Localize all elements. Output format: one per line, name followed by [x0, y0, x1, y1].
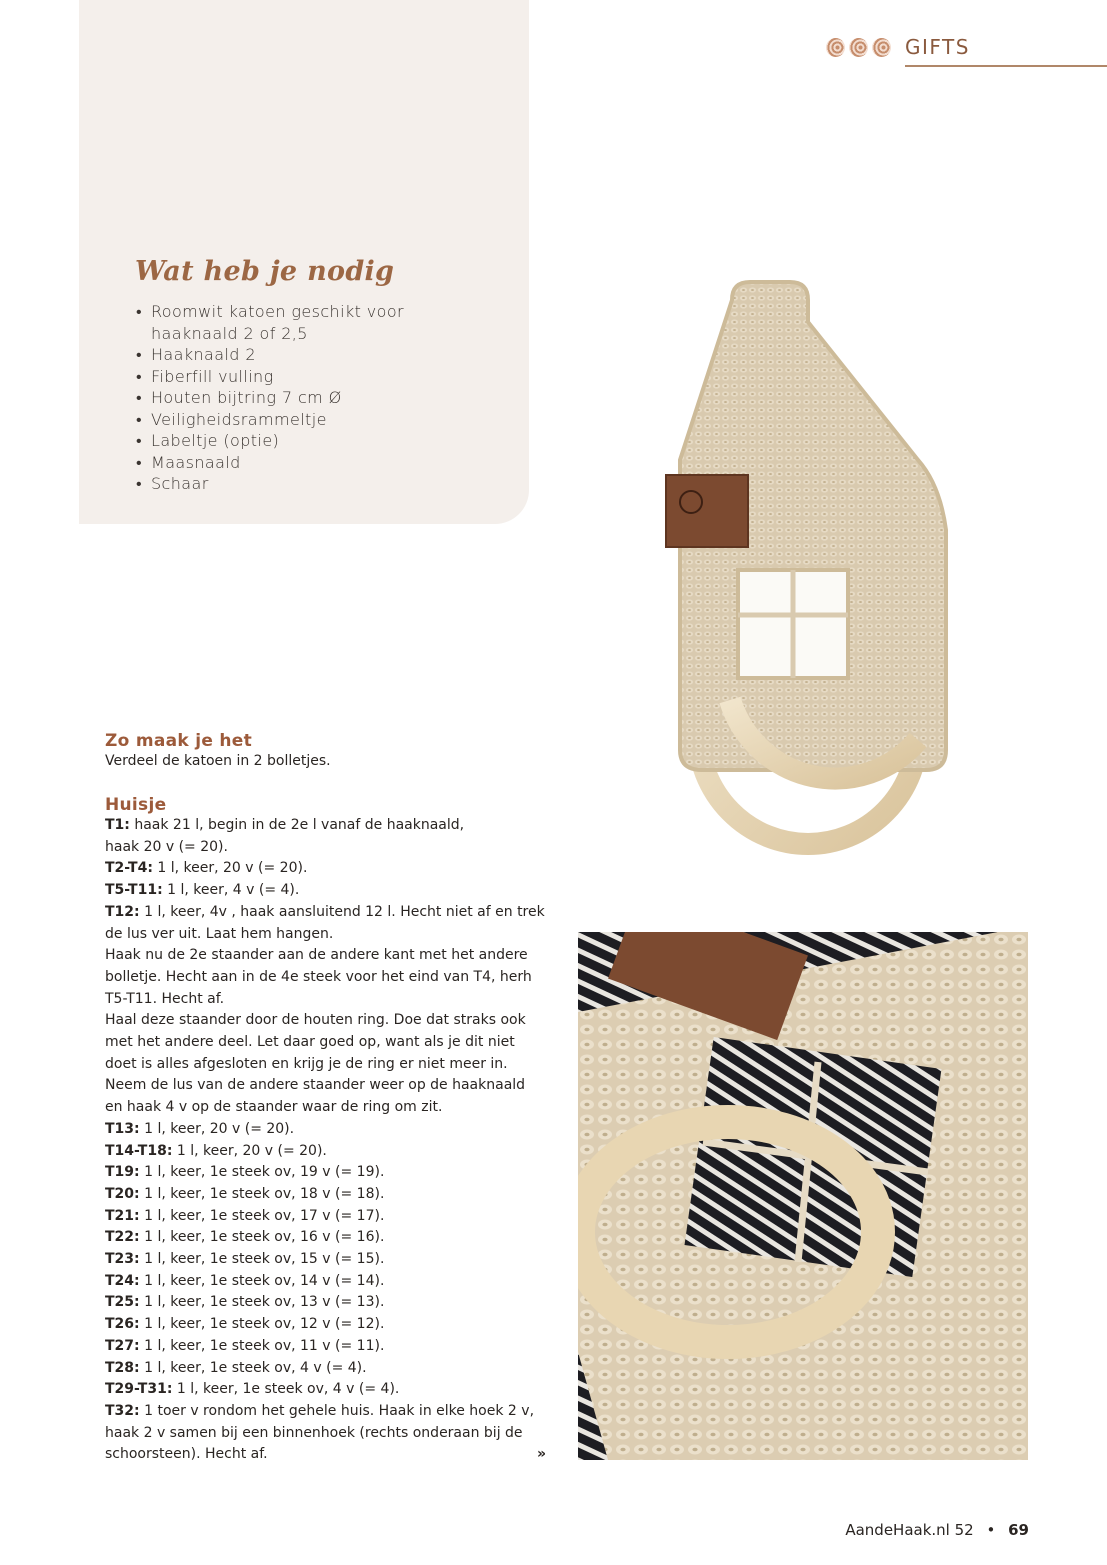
row-text: haak 21 l, begin in de 2e l vanaf de haaknaald,: [129, 817, 465, 833]
row-text: 1 l, keer, 1e steek ov, 11 v (= 11).: [139, 1337, 385, 1354]
row-text: 1 toer v rondom het gehele huis. Haak in elke hoek 2 v,: [139, 1402, 535, 1419]
row-label: T12:: [105, 903, 140, 920]
row-text: 1 l, keer, 1e steek ov, 4 v (= 4).: [139, 1359, 367, 1376]
pattern-line: [105, 1401, 555, 1423]
pattern-line: [105, 1032, 555, 1054]
pattern-line: [105, 858, 555, 880]
pattern-line: [105, 1292, 555, 1314]
pattern-line: [105, 1249, 555, 1271]
instructions-heading: Zo maak je het: [105, 731, 253, 751]
row-text: 1 l, keer, 1e steek ov, 17 v (= 17).: [139, 1207, 385, 1224]
row-text: 1 l, keer, 1e steek ov, 12 v (= 12).: [139, 1316, 385, 1333]
row-text: T5-T11. Hecht af.: [105, 990, 225, 1007]
section-header: [826, 34, 895, 60]
row-label: T24:: [105, 1272, 140, 1289]
row-label: T19:: [105, 1164, 140, 1181]
section-heading: Huisje: [105, 795, 167, 815]
materials-item: • Roomwit katoen geschikt voor: [135, 301, 404, 323]
pattern-line: [105, 1075, 555, 1097]
detail-photo: [578, 932, 1028, 1460]
pattern-line: [105, 902, 555, 924]
pattern-line: [105, 1336, 555, 1358]
header-divider: [905, 65, 1107, 67]
yarn-ball-icon: [826, 38, 845, 57]
footer-separator: •: [986, 1521, 996, 1539]
row-text: 1 l, keer, 1e steek ov, 14 v (= 14).: [139, 1272, 385, 1289]
pattern-line: [105, 967, 555, 989]
materials-item: • Houten bijtring 7 cm Ø: [135, 387, 404, 409]
row-text: schoorsteen). Hecht af.: [105, 1446, 268, 1463]
row-label: T20:: [105, 1185, 140, 1202]
pattern-line: [105, 1423, 555, 1445]
row-text: haak 2 v samen bij een binnenhoek (rechts onderaan bij de: [105, 1424, 523, 1441]
house-teether-photo: [640, 270, 970, 870]
row-text: de lus ver uit. Laat hem hangen.: [105, 925, 334, 942]
materials-item: • Veiligheidsrammeltje: [135, 409, 404, 431]
section-title: GIFTS: [905, 35, 970, 59]
materials-title: Wat heb je nodig: [135, 256, 395, 287]
continue-marker: »: [537, 1446, 547, 1462]
page-number: 69: [1008, 1521, 1029, 1539]
pattern-line: [105, 1141, 555, 1163]
row-label: T25:: [105, 1294, 140, 1311]
pattern-line: [105, 837, 555, 859]
intro-text: Verdeel de katoen in 2 bolletjes.: [105, 753, 331, 769]
row-text: 1 l, keer, 4 v (= 4).: [162, 882, 300, 899]
pattern-line: [105, 1271, 555, 1293]
pattern-line: [105, 1010, 555, 1032]
pattern-line: [105, 1227, 555, 1249]
row-text: bolletje. Hecht aan in de 4e steek voor het eind van T4, herh: [105, 968, 532, 985]
magazine-name: AandeHaak.nl 52: [845, 1521, 974, 1539]
row-text: met het andere deel. Let daar goed op, want als je dit niet: [105, 1034, 515, 1051]
materials-item: • Fiberfill vulling: [135, 366, 404, 388]
row-text: 1 l, keer, 20 v (= 20).: [152, 860, 308, 877]
row-label: T14-T18:: [105, 1142, 173, 1159]
row-text: doet is alles afgesloten en krijg je de ring er niet meer in.: [105, 1055, 508, 1072]
row-text: 1 l, keer, 1e steek ov, 16 v (= 16).: [139, 1229, 385, 1246]
pattern-section: [105, 795, 555, 1466]
pattern-line: [105, 880, 555, 902]
pattern-line: [105, 815, 555, 837]
row-text: Neem de lus van de andere staander weer op de haaknaald: [105, 1077, 526, 1094]
row-label: T23:: [105, 1251, 140, 1268]
row-label: T21:: [105, 1207, 140, 1224]
pattern-line: [105, 989, 555, 1011]
row-text: 1 l, keer, 1e steek ov, 19 v (= 19).: [139, 1164, 385, 1181]
row-text: 1 l, keer, 1e steek ov, 13 v (= 13).: [139, 1294, 385, 1311]
row-text: 1 l, keer, 1e steek ov, 15 v (= 15).: [139, 1251, 385, 1268]
materials-item: • Labeltje (optie): [135, 430, 404, 452]
row-text: Haak nu de 2e staander aan de andere kant met het andere: [105, 947, 528, 964]
pattern-line: [105, 1206, 555, 1228]
row-label: T29-T31:: [105, 1381, 173, 1398]
row-text: 1 l, keer, 1e steek ov, 18 v (= 18).: [139, 1185, 385, 1202]
row-label: T28:: [105, 1359, 140, 1376]
row-label: T26:: [105, 1316, 140, 1333]
materials-item: • Maasnaald: [135, 452, 404, 474]
row-text: en haak 4 v op de staander waar de ring om zit.: [105, 1099, 443, 1116]
yarn-ball-icon: [872, 38, 891, 57]
pattern-line: [105, 1184, 555, 1206]
row-label: T2-T4:: [105, 860, 153, 877]
pattern-line: [105, 945, 555, 967]
materials-item: • Haaknaald 2: [135, 344, 404, 366]
row-text: 1 l, keer, 4v , haak aansluitend 12 l. Hecht niet af en trek: [139, 903, 545, 920]
row-text: haak 20 v (= 20).: [105, 838, 228, 855]
pattern-line: [105, 1314, 555, 1336]
row-text: 1 l, keer, 20 v (= 20).: [172, 1142, 327, 1159]
materials-list: [135, 301, 404, 495]
materials-item: • Schaar: [135, 473, 404, 495]
pattern-line: [105, 1162, 555, 1184]
row-label: T13:: [105, 1120, 140, 1137]
pattern-line: [105, 1119, 555, 1141]
pattern-line: [105, 1379, 555, 1401]
materials-item-continued: haaknaald 2 of 2,5: [151, 323, 308, 343]
row-label: T22:: [105, 1229, 140, 1246]
pattern-line: [105, 1358, 555, 1380]
pattern-line: [105, 1097, 555, 1119]
row-text: 1 l, keer, 20 v (= 20).: [139, 1120, 295, 1137]
row-label: T1:: [105, 817, 130, 833]
row-text: 1 l, keer, 1e steek ov, 4 v (= 4).: [172, 1381, 400, 1398]
pattern-line: [105, 924, 555, 946]
row-label: T32:: [105, 1402, 140, 1419]
pattern-line: [105, 1444, 555, 1466]
yarn-ball-icon: [849, 38, 868, 57]
row-text: Haal deze staander door de houten ring. Doe dat straks ook: [105, 1012, 526, 1029]
row-label: T5-T11:: [105, 882, 163, 899]
page-footer: [845, 1521, 1029, 1539]
pattern-line: [105, 1054, 555, 1076]
row-label: T27:: [105, 1337, 140, 1354]
